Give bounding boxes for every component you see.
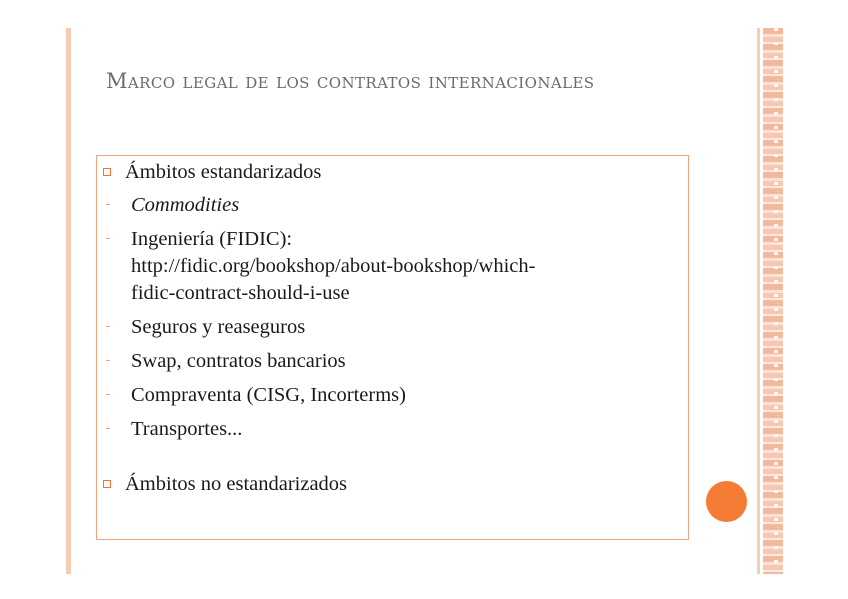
square-bullet-icon xyxy=(103,168,111,176)
decorative-side-strip xyxy=(757,28,783,574)
dash-bullet-icon xyxy=(106,428,110,429)
bullet-text: Compraventa (CISG, Incorterms) xyxy=(131,384,406,406)
sub-bullet-item xyxy=(103,382,688,409)
bullet-text: Transportes... xyxy=(131,418,243,440)
bullet-text: Swap, contratos bancarios xyxy=(131,350,346,372)
square-bullet-icon xyxy=(103,480,111,488)
dash-bullet-icon xyxy=(106,204,110,205)
sub-bullet-item xyxy=(103,348,688,375)
strip-line xyxy=(757,28,760,574)
sub-bullet-item xyxy=(103,416,688,443)
bullet-text: Ingeniería (FIDIC): xyxy=(131,228,293,250)
bullet-text: Ámbitos no estandarizados xyxy=(125,473,348,495)
left-decorative-rule xyxy=(66,28,71,574)
sub-bullet-item xyxy=(103,192,688,219)
dash-bullet-icon xyxy=(106,360,110,361)
sub-bullet-item xyxy=(103,314,688,341)
slide-title: Marco legal de los contratos internacionales xyxy=(106,69,595,93)
dash-bullet-icon xyxy=(106,394,110,395)
content-box xyxy=(96,155,689,540)
bullet-text: Seguros y reaseguros xyxy=(131,316,306,338)
dash-bullet-icon xyxy=(106,326,110,327)
dash-bullet-icon xyxy=(106,238,110,239)
strip-pattern xyxy=(763,28,783,574)
bullet-text: Commodities xyxy=(131,194,240,216)
link-text[interactable]: fidic-contract-should-i-use xyxy=(131,282,350,304)
bullet-item xyxy=(103,471,688,498)
bullet-item xyxy=(103,159,688,186)
sub-bullet-item xyxy=(103,226,688,307)
bullet-text: Ámbitos estandarizados xyxy=(125,161,322,183)
link-text[interactable]: http://fidic.org/bookshop/about-bookshop/which- xyxy=(131,255,536,277)
decorative-circle xyxy=(706,481,747,522)
strip-dots xyxy=(774,28,778,574)
